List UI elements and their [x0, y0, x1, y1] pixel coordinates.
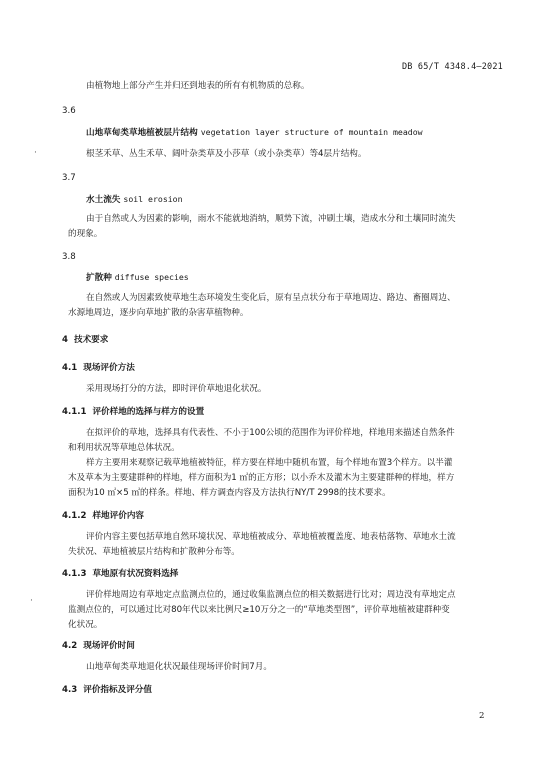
- term-zh: 水土流失: [86, 195, 121, 205]
- section-4-1-1-p2-line-1: 样方主要用来观察记载草地植被特征，样方要在样地中随机布置，每个样地布置3个样方。以半灌: [86, 458, 453, 468]
- section-3-8-number: 3.8: [62, 252, 76, 262]
- section-number: 4.1.3: [62, 569, 87, 579]
- section-4-1-1-heading: [62, 407, 204, 418]
- scan-speck: ·: [30, 596, 33, 606]
- section-4-1-body: 采用现场打分的方法，即时评价草地退化状况。: [86, 384, 267, 394]
- section-3-6-term: [86, 127, 423, 139]
- section-3-7-definition-line-1: 由于自然或人为因素的影响，雨水不能就地消纳，顺势下流，冲刷土壤，造成水分和土壤同时流失: [86, 214, 456, 224]
- section-number: 4.1: [62, 363, 78, 373]
- section-4-1-1-p1-line-1: 在拟评价的草地，选择具有代表性、不小于100公顷的范围作为评价样地，样地用来描述自然条件: [86, 428, 455, 438]
- section-4-3-heading: [62, 685, 152, 696]
- section-4-1-3-line-1: 评价样地周边有草地定点监测点位的，通过收集监测点位的相关数据进行比对；周边没有草地定点: [86, 590, 456, 600]
- section-3-8-definition-line-1: 在自然或人为因素致使草地生态环境发生变化后，原有呈点状分布于草地周边、路边、畜圈周边、: [86, 293, 456, 303]
- section-4-1-1-p2-line-3: 面积为10 ㎡×5 ㎡的样条。样地、样方调查内容及方法执行NY/T 2998的技术要求。: [68, 488, 391, 498]
- section-title: 现场评价方法: [83, 363, 135, 373]
- term-zh: 山地草甸类草地植被层片结构: [86, 128, 198, 138]
- term-en: soil erosion: [123, 194, 183, 204]
- standard-code: DB 65/T 4348.4—2021: [401, 62, 503, 72]
- section-3-7-definition-line-2: 的现象。: [68, 229, 103, 239]
- section-number: 4: [62, 335, 68, 345]
- scan-speck: ·: [34, 148, 37, 158]
- term-zh: 扩散种: [86, 273, 112, 283]
- section-3-8-term: [86, 272, 189, 284]
- section-3-6-definition: 根茎禾草、丛生禾草、阔叶杂类草及小莎草（或小杂类草）等4层片结构。: [86, 149, 367, 159]
- section-number: 4.3: [62, 685, 78, 695]
- section-number: 4.1.2: [62, 511, 87, 521]
- page-number: 2: [479, 711, 485, 721]
- section-4-1-1-p2-line-2: 木及草本为主要建群种的样地，样方面积为1 ㎡的正方形；以小乔木及灌木为主要建群种的样地，样方: [68, 473, 455, 483]
- section-4-2-heading: [62, 641, 135, 652]
- section-4-1-heading: [62, 363, 135, 374]
- section-number: 4.1.1: [62, 407, 87, 417]
- intro-line: 由植物地上部分产生并归还到地表的所有有机物质的总称。: [86, 81, 310, 91]
- section-4-1-2-line-2: 失状况、草地植被层片结构和扩散种分布等。: [68, 547, 240, 557]
- section-title: 评价样地的选择与样方的设置: [92, 407, 205, 417]
- section-4-1-3-heading: [62, 569, 178, 580]
- section-number: 4.2: [62, 641, 78, 651]
- section-3-6-number: 3.6: [62, 106, 76, 116]
- section-4-heading: [62, 335, 108, 346]
- section-3-7-number: 3.7: [62, 173, 76, 183]
- section-3-7-term: [86, 194, 183, 206]
- section-3-8-definition-line-2: 水源地周边，逐步向草地扩散的杂害草植物种。: [68, 308, 249, 318]
- section-title: 草地原有状况资料选择: [92, 569, 179, 579]
- section-title: 现场评价时间: [83, 641, 135, 651]
- section-title: 技术要求: [73, 335, 109, 345]
- section-4-1-2-heading: [62, 511, 144, 522]
- term-en: diffuse species: [114, 272, 189, 282]
- term-en: vegetation layer structure of mountain meadow: [200, 127, 423, 137]
- section-4-1-2-line-1: 评价内容主要包括草地自然环境状况、草地植被成分、草地植被覆盖度、地表枯落物、草地水土流: [86, 532, 456, 542]
- section-title: 样地评价内容: [92, 511, 145, 521]
- section-4-1-3-line-3: 化状况。: [68, 620, 103, 630]
- section-4-1-1-p1-line-2: 和利用状况等草地总体状况。: [68, 443, 180, 453]
- section-4-2-body: 山地草甸类草地退化状况最佳现场评价时间7月。: [86, 662, 272, 672]
- section-4-1-3-line-2: 监测点位的，可以通过比对80年代以来比例尺≥10万分之一的“草地类型图”，评价草地植被建群种变: [68, 605, 450, 615]
- section-title: 评价指标及评分值: [83, 685, 152, 695]
